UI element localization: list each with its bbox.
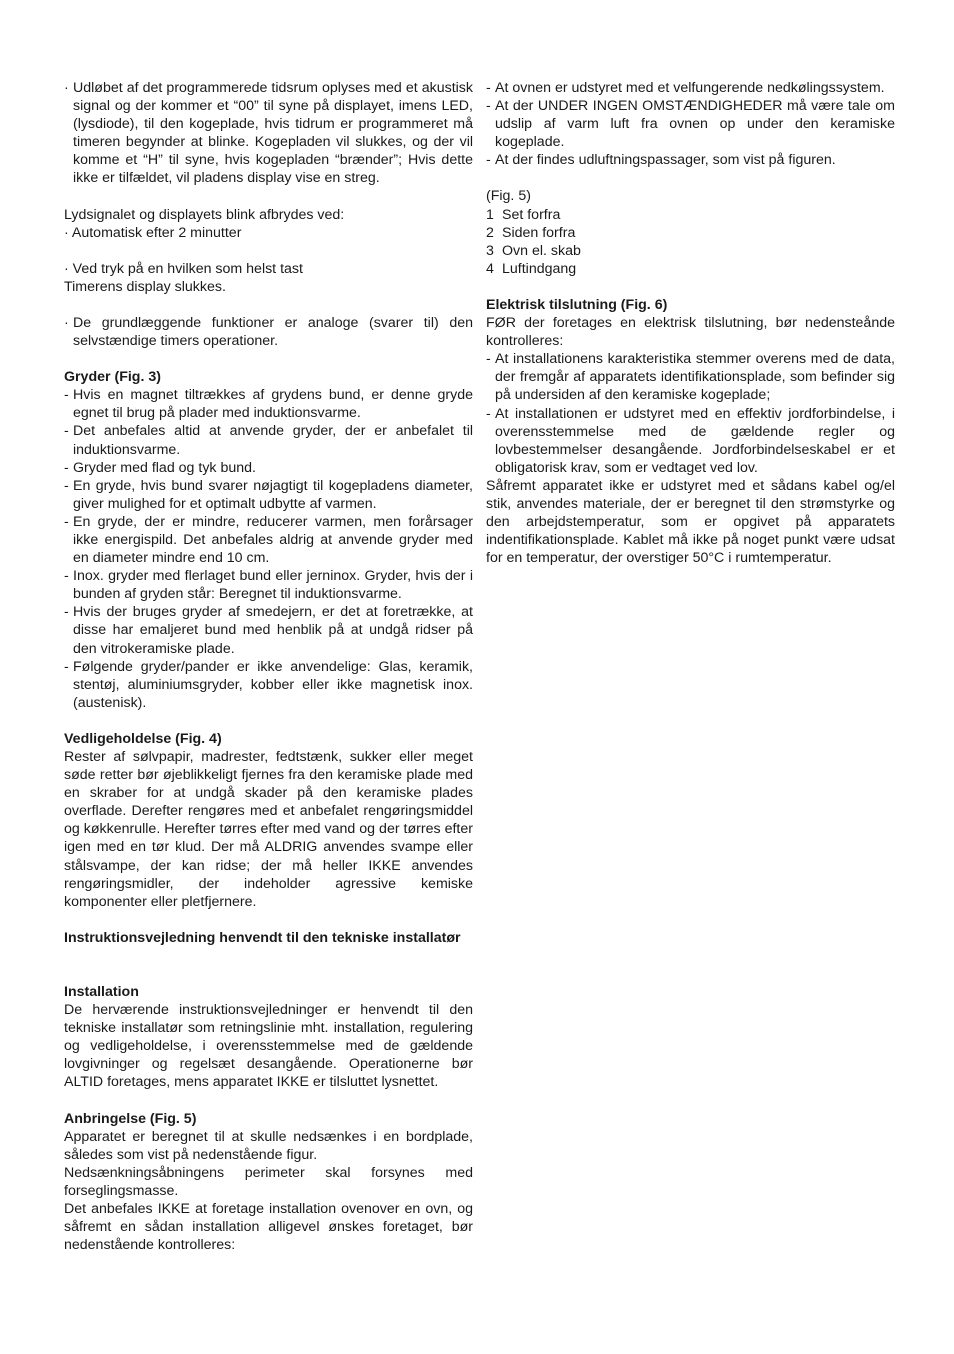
- fig5-item: 4 Luftindgang: [486, 260, 577, 277]
- pots-heading: Gryder (Fig. 3): [64, 369, 161, 386]
- installer-heading: Instruktionsvejledning henvendt til den tekniske installatør: [64, 929, 461, 946]
- signal-press: · Ved tryk på en hvilken som helst tast: [64, 260, 303, 277]
- maintenance-heading: Vedligeholdelse (Fig. 4): [64, 730, 222, 747]
- pots-item: - Inox. gryder med flerlaget bund eller jerninox. Gryder, hvis der i bunden af gryden står: Beregnet til induktionsvarme.: [64, 568, 473, 603]
- fig5-item: 2 Siden forfra: [486, 224, 576, 241]
- left-column: [64, 79, 473, 1254]
- right-column: [486, 79, 895, 567]
- basic-bullet: · De grundlæggende funktioner er analoge (svarer til) den selvstændige timers operationer.: [64, 314, 473, 350]
- fig5-item: 1 Set forfra: [486, 206, 561, 223]
- pots-item: - Følgende gryder/pander er ikke anvendelige: Glas, keramik, stentøj, aluminiumsgryder, kobber eller ikke magnetisk inox. (austenisk).: [64, 658, 473, 711]
- pots-item: - En gryde, der er mindre, reducerer varmen, men forårsager ikke energispild. Det anbefales aldrig at anvende gryder med en diameter mindre end 10 cm.: [64, 513, 473, 567]
- placement-text-3: Det anbefales IKKE at foretage installation ovenover en ovn, og såfremt en sådan installation alligevel ønskes foretaget, bør nedenstående kontrolleres:: [64, 1200, 473, 1254]
- pots-item: - En gryde, hvis bund svarer nøjagtigt til kogepladens diameter, giver mulighed for et optimalt udbytte af varmen.: [64, 477, 473, 512]
- fig5-label: (Fig. 5): [486, 188, 531, 205]
- placement-heading: Anbringelse (Fig. 5): [64, 1110, 197, 1127]
- pots-item: - Hvis der bruges gryder af smedejern, er det at foretrække, at disse har emaljeret bund med henblik på at undgå ridser på den vitrokeramiske plade.: [64, 604, 473, 657]
- oven-item: - At ovnen er udstyret med et velfungerende nedkølingssystem.: [486, 80, 885, 96]
- timer-bullet: · Udløbet af det programmerede tidsrum oplyses med et akustisk signal og der kommer et “00” til syne på displayet, imens LED, (lysdiode), til den kogeplade, hvis tidrum er programmeret må timeren begynder at blinke. Kogepladen vil slukkes, og der vil komme et “H” til syne, hvis kogepladen “brænder”; Hvis dette ikke er tilfældet, vil pladens display vise en streg.: [64, 80, 473, 187]
- fig5-item: 3 Ovn el. skab: [486, 242, 581, 259]
- placement-text-2: Nedsænkningsåbningens perimeter skal forsynes med forseglingsmasse.: [64, 1164, 473, 1199]
- oven-item: - At der findes udluftningspassager, som vist på figuren.: [486, 152, 836, 169]
- timer-off: Timerens display slukkes.: [64, 278, 226, 295]
- signal-intro: Lydsignalet og displayets blink afbrydes ved:: [64, 206, 345, 223]
- signal-auto: · Automatisk efter 2 minutter: [64, 224, 242, 241]
- installation-heading: Installation: [64, 983, 139, 1000]
- pots-item: - Gryder med flad og tyk bund.: [64, 459, 256, 476]
- electrical-heading: Elektrisk tilslutning (Fig. 6): [486, 296, 668, 313]
- installation-text: De herværende instruktionsvejledninger er henvendt til den tekniske installatør som retningslinie mht. installation, regulering og vedligeholdelse, i overensstemmelse med de gældende lovgivninger og regelsæt desangående. Operationerne bør ALTID foretages, mens apparatet IKKE er tilsluttet lysnettet.: [64, 1002, 473, 1091]
- placement-text-1: Apparatet er beregnet til at skulle nedsænkes i en bordplade, således som vist på nedenstående figur.: [64, 1128, 473, 1163]
- maintenance-text: Rester af sølvpapir, madrester, fedtstænk, sukker eller meget søde retter bør øjeblikkeligt fjernes fra den keramiske plade med en skraber for at undgå skader på den keramiske plades overflade. Derefter rengøres med et anbefalet rengøringsmiddel og køkkenrulle. Herefter tørres efter med vand og der tørres efter igen med en tør klud. Der må ALDRIG anvendes svampe eller stålsvampe, der kan ridse; der må heller IKKE anvendes rengøringsmidler, der indeholder agressive kemiske komponenter eller pletfjernere.: [64, 749, 473, 910]
- oven-item: - At der UNDER INGEN OMSTÆNDIGHEDER må være tale om udslip af varm luft fra ovnen op under den keramiske kogeplade.: [486, 98, 895, 151]
- pots-item: - Hvis en magnet tiltrækkes af grydens bund, er denne gryde egnet til brug på plader med induktionsvarme.: [64, 387, 473, 422]
- electrical-text: Såfremt apparatet ikke er udstyret med et sådans kabel og/el stik, anvendes materiale, der er beregnet til den strømstyrke og den arbejdstemperatur, som er opgivet på apparatets indentifikationsplade. Kablet må ikke på noget punkt være udsat for en temperatur, der overstiger 50°C i rumtemperatur.: [486, 477, 895, 567]
- electrical-item: - At installationen er udstyret med en effektiv jordforbindelse, i overensstemmelse med de gældende regler og lovbestemmelser desangående. Jordforbindelseskabel er et obligatorisk krav, som er vedtaget ved lov.: [486, 405, 895, 476]
- pots-item: - Det anbefales altid at anvende gryder, der er anbefalet til induktionsvarme.: [64, 423, 473, 458]
- electrical-item: - At installationens karakteristika stemmer overens med de data, der fremgår af apparatets identifikationsplade, som befinder sig på undersiden af den keramiske kogeplade;: [486, 351, 895, 404]
- electrical-intro: FØR der foretages en elektrisk tilslutning, bør nedensteånde kontrolleres:: [486, 315, 895, 350]
